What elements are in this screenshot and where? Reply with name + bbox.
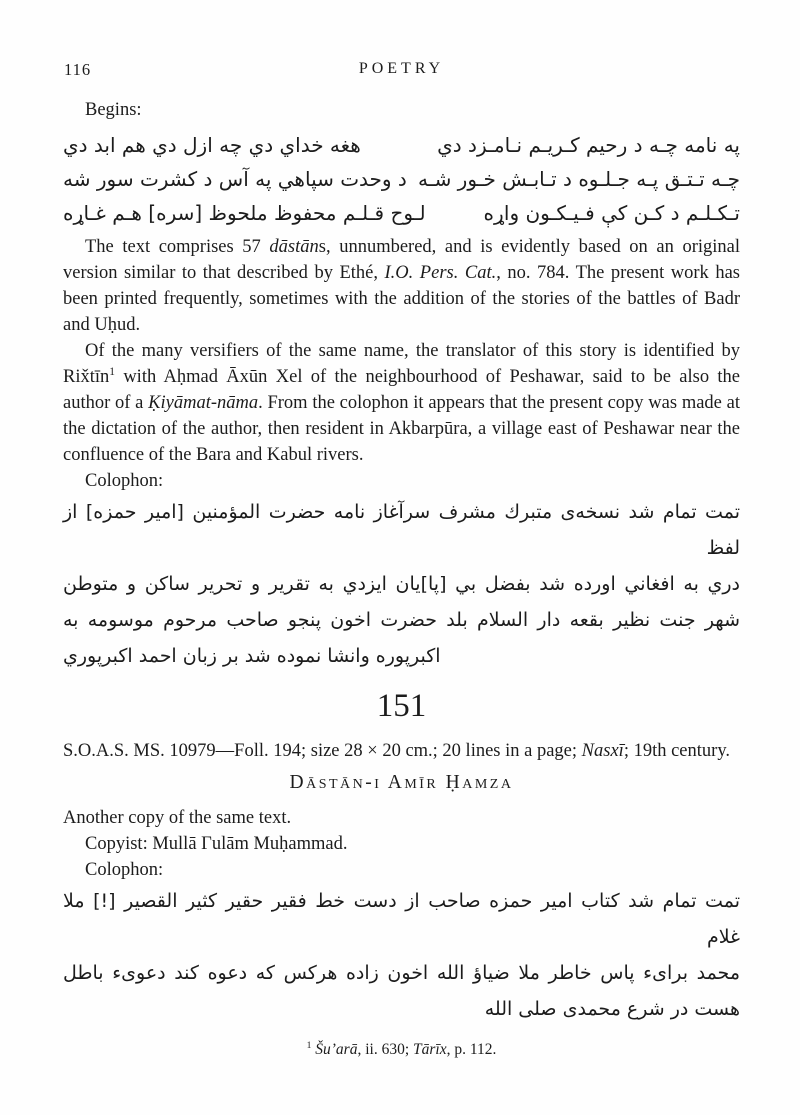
page-number: 116 [64, 60, 92, 79]
colophon-line: شهر جنت نظير بقعه دار السلام بلد حضرت اخون پنجو صاحب مرحوم موسومه به [63, 609, 740, 631]
colophon-line: اكبرپوره وانشا نموده شد بر زبان احمد اكبرپوري [63, 645, 441, 667]
verse-hemistich-right: په نامه چـه د رحيم كـريـم نـامـزد دي [437, 133, 740, 157]
verse-hemistich-right: تـكـلـم د كـن كې فـيـكـون واړه [483, 201, 740, 225]
colophon-label: Colophon: [85, 860, 164, 880]
colophon-persian-text [63, 494, 740, 674]
colophon-line: دري به افغاني اورده شد بفضل بي [پا]يان ايزدي به تقرير و تحرير ساكن و متوطن [63, 573, 740, 595]
running-title: POETRY [358, 60, 445, 77]
entry-number: 151 [376, 688, 427, 724]
paragraph-versifiers: Of the many versifiers of the same name, the translator of this story is identified by Rix̌tīn$^1$ with Aḥmad Āxūn Xel of the neighbourhood of Peshawar, said to be also the author of a Ḳiyāmat-nāma. From the colophon it appears that the present copy was made at the dictation of the author, then resident in Akbarpūra, a village east of Peshawar near the confluence of the Bara and Kabul rivers. [63, 341, 740, 465]
copyist-line: Copyist: Mullā Γulām Muḥammad. [85, 834, 348, 854]
verse-line [63, 128, 740, 162]
verse-hemistich-right: چـه تـتـق پـه جـلـوه د تـابـش خـور شـه [417, 167, 740, 191]
begins-label: Begins: [85, 100, 142, 120]
entry-title: Dāstān-i Amīr Ḥamza [289, 772, 514, 793]
manuscript-description: S.O.A.S. MS. 10979—Foll. 194; size 28 × 20 cm.; 20 lines in a page; Nasxī; 19th century. [63, 741, 730, 761]
paragraph-text-description: The text comprises 57 dāstāns, unnumbered, and is evidently based on an original version similar to that described by Ethé, I.O. Pers. Cat., no. 784. The present work has been printed frequently, sometimes with the addition of the stories of the battles of Badr and Uḥud. [63, 237, 740, 335]
colophon-persian-text [63, 883, 740, 1027]
verse-line [63, 196, 740, 230]
colophon-label: Colophon: [85, 471, 164, 491]
colophon-line: هست در شرع محمدى صلى الله [484, 998, 740, 1020]
verse-block [63, 128, 740, 230]
colophon-line: تمت تمام شد كتاب امير حمزه صاحب از دست خط فقير حقير كثير القصير [!] ملا غلام [63, 890, 740, 948]
page-header [63, 60, 740, 82]
note-another-copy: Another copy of the same text. [63, 808, 292, 828]
verse-hemistich-left: د وحدت سپاهي په آس د كشرت سور شه [63, 167, 407, 191]
colophon-line: محمد براىء پاس خاطر ملا ضياؤ الله اخون زاده هركس كه دعوه كند دعوىء باطل [63, 962, 740, 984]
footnote: $^1$ Šu’arā, ii. 630; Tārīx, p. 112. [306, 1039, 497, 1058]
colophon-line: تمت تمام شد نسخه‌ى متبرك مشرف سرآغاز نامه حضرت المؤمنين [امير حمزه] از لفظ [63, 501, 740, 559]
verse-hemistich-left: هغه خداي دي چه ازل دي هم ابد دي [63, 133, 361, 157]
verse-line [63, 162, 740, 196]
verse-hemistich-left: لـوح قـلـم محفوظ ملحوظ [سره] هـم غـاړه [63, 201, 426, 225]
